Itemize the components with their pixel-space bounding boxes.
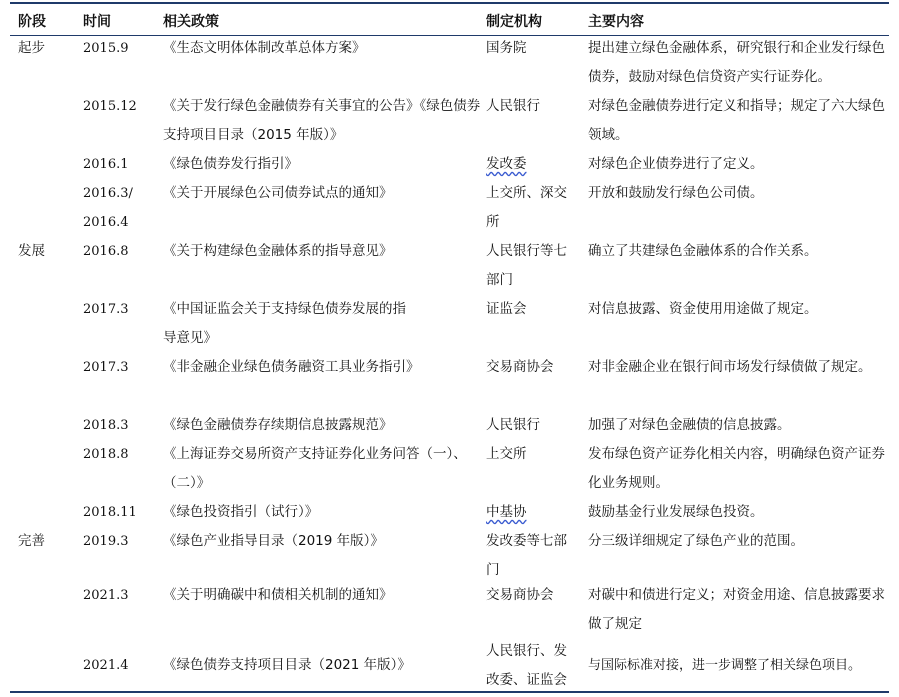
header-content: 主要内容	[588, 14, 644, 30]
time-cell: 2018.3	[83, 418, 129, 433]
policy-cell: 《绿色债券发行指引》	[163, 156, 298, 172]
org-cell: 发改委等七部门	[486, 533, 567, 578]
time-cell: 2016.1	[83, 157, 129, 172]
org-cell: 国务院	[486, 40, 527, 56]
policy-cell: 《绿色金融债券存续期信息披露规范》	[163, 417, 393, 433]
content-cell: 加强了对绿色金融债的信息披露。	[588, 417, 791, 433]
policy-cell: 《关于明确碳中和债相关机制的通知》	[163, 587, 393, 603]
policy-cell: 《中国证监会关于支持绿色债券发展的指导意见》	[163, 301, 406, 346]
content-cell: 开放和鼓励发行绿色公司债。	[588, 185, 764, 201]
time-cell: 2018.11	[83, 505, 137, 520]
org-cell: 人民银行	[486, 417, 540, 433]
content-cell: 对碳中和债进行定义；对资金用途、信息披露要求做了规定	[588, 587, 885, 632]
time-cell: 2015.12	[83, 99, 137, 114]
org-cell: 人民银行	[486, 98, 540, 114]
org-cell: 上交所	[486, 446, 527, 462]
bottom-rule	[10, 691, 889, 693]
org-cell: 中基协	[486, 504, 527, 520]
org-cell: 证监会	[486, 301, 527, 317]
time-cell: 2016.3/ 2016.4	[83, 186, 133, 230]
content-cell: 对绿色金融债券进行定义和指导；规定了六大绿色领域。	[588, 98, 885, 143]
policy-cell: 《生态文明体体制改革总体方案》	[163, 40, 366, 56]
content-cell: 对绿色企业债券进行了定义。	[588, 156, 764, 172]
content-cell: 分三级详细规定了绿色产业的范围。	[588, 533, 804, 549]
time-cell: 2021.3	[83, 588, 129, 603]
policy-cell: 《上海证券交易所资产支持证券化业务问答（一）、（二）》	[163, 446, 467, 491]
time-cell: 2017.3	[83, 360, 129, 375]
policy-cell: 《绿色投资指引（试行）》	[163, 504, 319, 520]
org-cell: 上交所、深交所	[486, 185, 567, 230]
content-cell: 对信息披露、资金使用用途做了规定。	[588, 301, 818, 317]
time-cell: 2015.9	[83, 41, 129, 56]
policy-cell: 《绿色产业指导目录（2019 年版）》	[163, 533, 384, 549]
org-cell: 交易商协会	[486, 359, 554, 375]
time-cell: 2018.8	[83, 447, 129, 462]
time-cell: 2016.8	[83, 244, 129, 259]
policy-cell: 《非金融企业绿色债务融资工具业务指引》	[163, 359, 420, 375]
top-rule	[10, 2, 889, 4]
policy-cell: 《关于开展绿色公司债券试点的通知》	[163, 185, 393, 201]
content-cell: 与国际标准对接，进一步调整了相关绿色项目。	[588, 658, 862, 673]
time-cell: 2017.3	[83, 302, 129, 317]
org-cell: 交易商协会	[486, 587, 554, 603]
org-cell: 人民银行等七部门	[486, 243, 567, 288]
content-cell: 确立了共建绿色金融体系的合作关系。	[588, 243, 818, 259]
time-cell: 2019.3	[83, 534, 129, 549]
header-stage: 阶段	[18, 14, 46, 30]
header-time: 时间	[83, 14, 111, 30]
content-cell: 提出建立绿色金融体系，研究银行和企业发行绿色债券，鼓励对绿色信贷资产实行证券化。	[588, 40, 885, 85]
time-cell: 2021.4	[83, 658, 129, 673]
header-policy: 相关政策	[163, 14, 219, 30]
policy-cell: 《绿色债券支持项目目录（2021 年版）》	[163, 657, 411, 673]
content-cell: 发布绿色资产证券化相关内容，明确绿色资产证券化业务规则。	[588, 446, 885, 491]
stage-cell: 发展	[18, 243, 45, 259]
stage-cell: 起步	[18, 40, 45, 56]
content-cell: 对非金融企业在银行间市场发行绿债做了规定。	[588, 359, 872, 375]
header-org: 制定机构	[486, 14, 542, 30]
policy-cell: 《关于构建绿色金融体系的指导意见》	[163, 243, 393, 259]
policy-cell: 《关于发行绿色金融债券有关事宜的公告》《绿色债券支持项目目录（2015 年版）》	[163, 98, 481, 143]
content-cell: 鼓励基金行业发展绿色投资。	[588, 504, 764, 520]
org-cell: 人民银行、发改委、证监会	[486, 643, 567, 688]
org-cell: 发改委	[486, 156, 527, 172]
stage-cell: 完善	[18, 533, 45, 549]
